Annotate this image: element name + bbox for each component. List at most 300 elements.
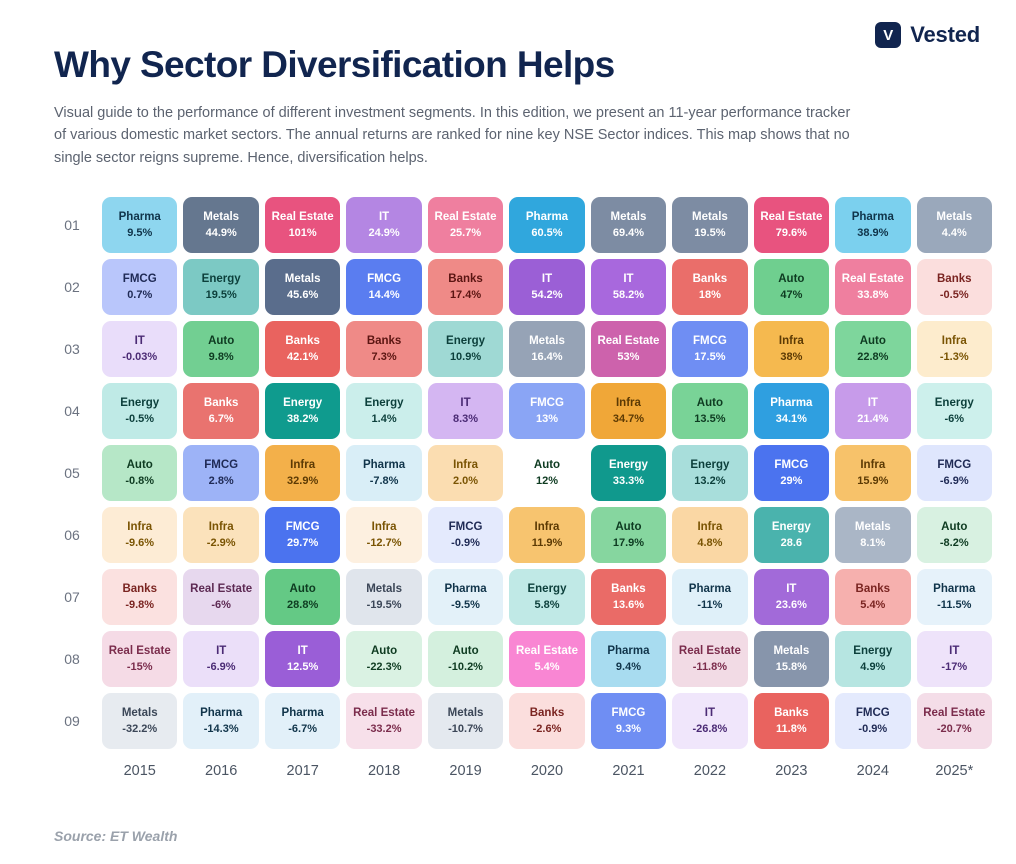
cell-sector-label: Real Estate (841, 273, 904, 286)
table-row (48, 197, 992, 253)
heatmap-cell[interactable] (509, 321, 584, 377)
heatmap-cell[interactable] (346, 693, 421, 749)
cell-sector-label: FMCG (285, 521, 320, 534)
heatmap-cell[interactable] (672, 445, 747, 501)
cell-sector-label: Auto (859, 335, 886, 348)
cell-sector-label: IT (623, 273, 634, 286)
table-row (48, 507, 992, 563)
cell-return-value: 0.7% (127, 288, 153, 301)
cell-sector-label: Infra (778, 335, 804, 348)
heatmap-cell[interactable] (346, 631, 421, 687)
heatmap-cell[interactable] (835, 445, 910, 501)
heatmap-cell[interactable] (591, 259, 666, 315)
cell-return-value: -10.7% (448, 722, 483, 735)
heatmap-cell[interactable] (183, 693, 258, 749)
cell-return-value: 53% (617, 350, 640, 363)
cell-sector-label: Banks (855, 583, 891, 596)
cell-sector-label: Energy (771, 521, 811, 534)
heatmap-cell[interactable] (265, 197, 340, 253)
heatmap-cell[interactable] (265, 507, 340, 563)
heatmap-cell[interactable] (102, 693, 177, 749)
cell-sector-label: Infra (697, 521, 723, 534)
heatmap-cell[interactable] (917, 631, 992, 687)
heatmap-cell[interactable] (428, 507, 503, 563)
cell-return-value: 17.9% (612, 536, 645, 549)
heatmap-cell[interactable] (509, 507, 584, 563)
rank-label: 01 (64, 217, 80, 234)
rank-label: 08 (64, 651, 80, 668)
heatmap-cell[interactable] (835, 321, 910, 377)
cell-sector-label: Pharma (770, 397, 813, 410)
heatmap-table (42, 191, 998, 786)
cell-sector-label: Metals (773, 645, 810, 658)
cell-sector-label: Real Estate (760, 211, 823, 224)
cell-return-value: 8.1% (860, 536, 886, 549)
cell-sector-label: FMCG (448, 521, 483, 534)
heatmap-cell[interactable] (265, 631, 340, 687)
sector-heatmap (42, 191, 986, 822)
cell-sector-label: Pharma (525, 211, 569, 224)
cell-sector-label: Pharma (688, 583, 731, 596)
cell-return-value: -0.9% (451, 536, 480, 549)
cell-return-value: -6% (944, 412, 965, 425)
heatmap-cell[interactable] (672, 321, 747, 377)
heatmap-cell[interactable] (672, 631, 747, 687)
cell-sector-label: IT (297, 645, 308, 658)
cell-sector-label: Real Estate (353, 707, 416, 720)
heatmap-cell[interactable] (183, 507, 258, 563)
cell-sector-label: Metals (529, 335, 565, 348)
cell-return-value: 33.8% (857, 288, 889, 301)
heatmap-cell[interactable] (835, 507, 910, 563)
heatmap-cell[interactable] (265, 383, 340, 439)
heatmap-cell[interactable] (754, 321, 829, 377)
year-label: 2024 (856, 763, 889, 780)
heatmap-cell[interactable] (591, 569, 666, 625)
cell-sector-label: FMCG (692, 335, 727, 348)
cell-return-value: 19.5% (205, 288, 237, 301)
cell-return-value: 4.9% (860, 660, 886, 673)
cell-sector-label: Metals (366, 583, 402, 596)
cell-sector-label: Energy (364, 397, 404, 410)
cell-sector-label: FMCG (774, 459, 809, 472)
cell-return-value: -14.3% (203, 722, 239, 735)
year-label: 2025* (935, 763, 974, 780)
cell-sector-label: Auto (778, 273, 805, 286)
cell-return-value: 5.4% (860, 598, 886, 611)
heatmap-cell[interactable] (591, 631, 666, 687)
year-axis-row (48, 755, 992, 780)
heatmap-cell[interactable] (672, 259, 747, 315)
cell-sector-label: Energy (690, 459, 730, 472)
cell-sector-label: Real Estate (597, 335, 660, 348)
heatmap-cell[interactable] (754, 197, 829, 253)
cell-return-value: 28.8% (287, 598, 319, 611)
cell-return-value: 16.4% (531, 350, 563, 363)
cell-sector-label: Auto (533, 459, 561, 472)
cell-sector-label: FMCG (855, 707, 890, 720)
heatmap-cell[interactable] (183, 569, 258, 625)
cell-return-value: 1.4% (371, 412, 397, 425)
cell-sector-label: Pharma (281, 707, 324, 720)
cell-return-value: 18% (698, 288, 721, 301)
cell-return-value: 17.5% (694, 350, 726, 363)
cell-sector-label: Metals (121, 707, 158, 720)
cell-return-value: -6.9% (939, 474, 969, 487)
cell-sector-label: Banks (366, 335, 402, 348)
cell-return-value: -11.5% (937, 598, 972, 611)
table-row (48, 569, 992, 625)
cell-return-value: 15.9% (857, 474, 889, 487)
cell-return-value: -11% (697, 598, 723, 611)
cell-return-value: -0.5% (125, 412, 155, 425)
year-label: 2021 (612, 763, 645, 780)
cell-return-value: 38.9% (857, 226, 889, 239)
heatmap-cell[interactable] (183, 259, 258, 315)
heatmap-cell[interactable] (754, 259, 829, 315)
heatmap-cell[interactable] (265, 321, 340, 377)
cell-return-value: 45.6% (287, 288, 319, 301)
cell-sector-label: Auto (615, 521, 642, 534)
year-label: 2020 (530, 763, 564, 780)
heatmap-cell[interactable] (917, 383, 992, 439)
table-row (48, 383, 992, 439)
heatmap-cell[interactable] (428, 259, 503, 315)
cell-sector-label: FMCG (530, 397, 564, 410)
year-label: 2015 (123, 763, 156, 780)
cell-return-value: 5.8% (534, 598, 560, 611)
heatmap-cell[interactable] (672, 569, 747, 625)
heatmap-cell[interactable] (835, 693, 910, 749)
axis-corner (48, 755, 96, 780)
cell-return-value: 13% (535, 412, 558, 425)
cell-return-value: 38.2% (287, 412, 319, 425)
heatmap-cell[interactable] (509, 197, 584, 253)
cell-sector-label: IT (867, 397, 878, 410)
rank-label: 06 (64, 527, 80, 544)
year-label: 2019 (449, 763, 482, 780)
cell-sector-label: Real Estate (515, 645, 578, 658)
cell-sector-label: Infra (453, 459, 478, 472)
cell-return-value: 15.8% (775, 660, 807, 673)
cell-sector-label: IT (216, 645, 227, 658)
heatmap-cell[interactable] (183, 197, 258, 253)
cell-return-value: 28.6 (780, 536, 803, 549)
cell-return-value: -10.2% (448, 660, 483, 673)
page-title: Why Sector Diversification Helps (54, 44, 615, 85)
cell-sector-label: Infra (290, 459, 316, 472)
cell-sector-label: Metals (854, 521, 891, 534)
cell-return-value: 25.7% (449, 226, 482, 239)
cell-sector-label: Metals (610, 211, 647, 224)
cell-sector-label: Infra (615, 397, 641, 410)
cell-sector-label: Infra (371, 521, 397, 534)
heatmap-cell[interactable] (672, 507, 747, 563)
heatmap-cell[interactable] (102, 383, 177, 439)
heatmap-cell[interactable] (102, 507, 177, 563)
heatmap-cell[interactable] (672, 197, 747, 253)
heatmap-cell[interactable] (265, 445, 340, 501)
heatmap-cell[interactable] (754, 693, 829, 749)
cell-sector-label: Banks (611, 583, 646, 596)
cell-return-value: 47% (780, 288, 803, 301)
heatmap-cell[interactable] (346, 569, 421, 625)
cell-sector-label: Metals (936, 211, 973, 224)
heatmap-cell[interactable] (346, 383, 421, 439)
heatmap-cell[interactable] (754, 507, 829, 563)
heatmap-cell[interactable] (183, 445, 258, 501)
cell-return-value: 32.9% (287, 474, 319, 487)
heatmap-cell[interactable] (346, 259, 421, 315)
heatmap-cell[interactable] (183, 321, 258, 377)
cell-return-value: 4.8% (697, 536, 723, 549)
heatmap-cell[interactable] (102, 569, 177, 625)
heatmap-cell[interactable] (917, 197, 992, 253)
heatmap-cell[interactable] (591, 445, 666, 501)
cell-return-value: 33.3% (612, 474, 645, 487)
heatmap-cell[interactable] (428, 445, 503, 501)
cell-return-value: 34.1% (775, 412, 807, 425)
table-row (48, 445, 992, 501)
table-row (48, 631, 992, 687)
cell-return-value: 4.4% (941, 226, 967, 239)
cell-sector-label: IT (378, 211, 390, 224)
heatmap-cell[interactable] (428, 321, 503, 377)
heatmap-cell[interactable] (917, 321, 992, 377)
cell-sector-label: Pharma (362, 459, 406, 472)
cell-sector-label: Infra (127, 521, 153, 534)
heatmap-cell[interactable] (102, 197, 177, 253)
cell-sector-label: Real Estate (434, 211, 497, 224)
heatmap-cell[interactable] (183, 631, 258, 687)
cell-return-value: -19.5% (366, 598, 402, 611)
heatmap-cell[interactable] (509, 631, 584, 687)
cell-return-value: 12% (535, 474, 558, 487)
cell-sector-label: Real Estate (678, 645, 741, 658)
cell-return-value: 13.5% (694, 412, 726, 425)
table-row (48, 693, 992, 749)
heatmap-cell[interactable] (509, 569, 584, 625)
cell-sector-label: Auto (941, 521, 968, 534)
cell-return-value: 34.7% (612, 412, 645, 425)
cell-sector-label: FMCG (367, 273, 402, 286)
year-label: 2023 (775, 763, 808, 780)
page-subtitle: Visual guide to the performance of different investment segments. In this edition, we present an 11-year performance tracker of various domestic market sectors. The annual returns are ranked for nine key NSE Sector indices. This map shows that no single sector reigns supreme. Hence, diversification helps. (54, 105, 851, 166)
cell-sector-label: Banks (529, 707, 565, 720)
year-label: 2016 (205, 763, 238, 780)
heatmap-cell[interactable] (265, 259, 340, 315)
cell-sector-label: FMCG (204, 459, 239, 472)
heatmap-cell[interactable] (917, 693, 992, 749)
cell-return-value: -6.7% (288, 722, 317, 735)
heatmap-cell[interactable] (754, 631, 829, 687)
brand-logo (875, 22, 980, 48)
cell-sector-label: Banks (203, 397, 239, 410)
heatmap-cell[interactable] (265, 693, 340, 749)
cell-return-value: -22.3% (366, 660, 402, 673)
heatmap-cell[interactable] (835, 383, 910, 439)
cell-sector-label: IT (134, 335, 145, 348)
cell-return-value: -26.8% (692, 722, 728, 735)
rank-label: 03 (64, 341, 80, 358)
cell-return-value: -20.7% (936, 722, 972, 735)
cell-sector-label: Auto (452, 645, 479, 658)
cell-sector-label: Metals (692, 211, 728, 224)
heatmap-cell[interactable] (835, 631, 910, 687)
cell-return-value: -9.8% (125, 598, 155, 611)
cell-return-value: -9.5% (451, 598, 480, 611)
brand-name: Vested (910, 22, 980, 47)
cell-return-value: -0.5% (939, 288, 969, 301)
heatmap-cell[interactable] (754, 383, 829, 439)
cell-return-value: 29% (780, 474, 803, 487)
cell-sector-label: IT (704, 707, 716, 720)
cell-sector-label: FMCG (611, 707, 646, 720)
cell-sector-label: Banks (692, 273, 728, 286)
vested-logo-icon: V (875, 22, 901, 48)
heatmap-cell[interactable] (346, 321, 421, 377)
cell-return-value: 13.6% (612, 598, 645, 611)
heatmap-cell[interactable] (346, 445, 421, 501)
cell-sector-label: Pharma (444, 583, 487, 596)
year-label: 2022 (693, 763, 727, 780)
cell-sector-label: FMCG (937, 459, 972, 472)
cell-return-value: 19.5% (694, 226, 726, 239)
cell-sector-label: Energy (934, 397, 974, 410)
heatmap-cell[interactable] (754, 445, 829, 501)
cell-sector-label: Pharma (607, 645, 650, 658)
heatmap-cell[interactable] (102, 631, 177, 687)
cell-return-value: -0.8% (125, 474, 155, 487)
heatmap-cell[interactable] (591, 321, 666, 377)
cell-sector-label: Energy (283, 397, 323, 410)
year-label: 2017 (286, 763, 319, 780)
heatmap-cell[interactable] (183, 383, 258, 439)
cell-return-value: -8.2% (939, 536, 969, 549)
cell-sector-label: Pharma (118, 211, 161, 224)
heatmap-cell[interactable] (428, 197, 503, 253)
heatmap-cell[interactable] (346, 507, 421, 563)
cell-sector-label: Energy (608, 459, 648, 472)
cell-sector-label: Auto (289, 583, 316, 596)
source-note: Source: ET Wealth (54, 828, 178, 844)
cell-return-value: 10.9% (449, 350, 482, 363)
cell-return-value: -2.9% (206, 536, 236, 549)
cell-return-value: -0.9% (858, 722, 888, 735)
cell-return-value: 11.8% (776, 722, 807, 735)
cell-sector-label: Energy (853, 645, 893, 658)
cell-sector-label: Real Estate (923, 707, 986, 720)
cell-sector-label: Auto (370, 645, 398, 658)
table-row (48, 259, 992, 315)
cell-sector-label: FMCG (122, 273, 157, 286)
rank-label: 09 (64, 713, 80, 730)
cell-return-value: 21.4% (857, 412, 889, 425)
cell-sector-label: Auto (208, 335, 235, 348)
cell-return-value: 79.6% (775, 226, 807, 239)
cell-return-value: 29.7% (287, 536, 319, 549)
heatmap-cell[interactable] (591, 197, 666, 253)
cell-sector-label: Pharma (933, 583, 976, 596)
cell-return-value: -32.2% (122, 722, 158, 735)
cell-return-value: 101% (288, 226, 317, 239)
heatmap-cell[interactable] (754, 569, 829, 625)
heatmap-cell[interactable] (509, 693, 584, 749)
cell-return-value: -1.3% (939, 350, 969, 363)
heatmap-cell[interactable] (591, 383, 666, 439)
cell-sector-label: Real Estate (108, 645, 171, 658)
cell-return-value: -15% (126, 660, 153, 673)
cell-return-value: -17% (941, 660, 968, 673)
heatmap-cell[interactable] (672, 383, 747, 439)
heatmap-cell[interactable] (917, 507, 992, 563)
heatmap-cell[interactable] (591, 507, 666, 563)
cell-return-value: -9.6% (125, 536, 155, 549)
cell-sector-label: IT (460, 397, 471, 410)
cell-return-value: 42.1% (287, 350, 319, 363)
cell-sector-label: Pharma (851, 211, 894, 224)
cell-return-value: -6.9% (206, 660, 236, 673)
cell-return-value: 69.4% (612, 226, 645, 239)
heatmap-cell[interactable] (672, 693, 747, 749)
heatmap-cell[interactable] (509, 259, 584, 315)
heatmap-cell[interactable] (428, 383, 503, 439)
cell-return-value: 8.3% (453, 412, 479, 425)
cell-return-value: 9.5% (127, 226, 153, 239)
cell-sector-label: Energy (527, 583, 567, 596)
cell-sector-label: Auto (126, 459, 153, 472)
heatmap-cell[interactable] (835, 259, 910, 315)
cell-return-value: 14.4% (368, 288, 400, 301)
heatmap-cell[interactable] (102, 445, 177, 501)
cell-return-value: 23.6% (775, 598, 807, 611)
year-label: 2018 (367, 763, 401, 780)
heatmap-cell[interactable] (591, 693, 666, 749)
table-row (48, 321, 992, 377)
rank-label: 04 (64, 403, 80, 420)
cell-sector-label: Energy (446, 335, 486, 348)
heatmap-cell[interactable] (102, 259, 177, 315)
cell-sector-label: Infra (208, 521, 234, 534)
rank-label: 07 (64, 589, 80, 606)
cell-return-value: 24.9% (368, 226, 400, 239)
heatmap-cell[interactable] (102, 321, 177, 377)
cell-return-value: 22.8% (857, 350, 889, 363)
cell-return-value: 5.4% (534, 660, 560, 673)
heatmap-cell[interactable] (917, 569, 992, 625)
heatmap-cell[interactable] (835, 197, 910, 253)
cell-return-value: 12.5% (287, 660, 319, 673)
heatmap-cell[interactable] (509, 383, 584, 439)
cell-return-value: 7.3% (371, 350, 397, 363)
heatmap-cell[interactable] (428, 693, 503, 749)
heatmap-cell[interactable] (835, 569, 910, 625)
heatmap-cell[interactable] (346, 197, 421, 253)
cell-return-value: 17.4% (449, 288, 482, 301)
cell-return-value: 60.5% (531, 226, 563, 239)
cell-sector-label: IT (541, 273, 553, 286)
cell-sector-label: Auto (696, 397, 723, 410)
cell-sector-label: Infra (860, 459, 886, 472)
heatmap-cell[interactable] (917, 259, 992, 315)
cell-return-value: -6% (211, 598, 231, 611)
heatmap-cell[interactable] (265, 569, 340, 625)
heatmap-cell[interactable] (917, 445, 992, 501)
cell-sector-label: Metals (203, 211, 240, 224)
heatmap-cell[interactable] (428, 569, 503, 625)
heatmap-cell[interactable] (509, 445, 584, 501)
heatmap-cell[interactable] (428, 631, 503, 687)
